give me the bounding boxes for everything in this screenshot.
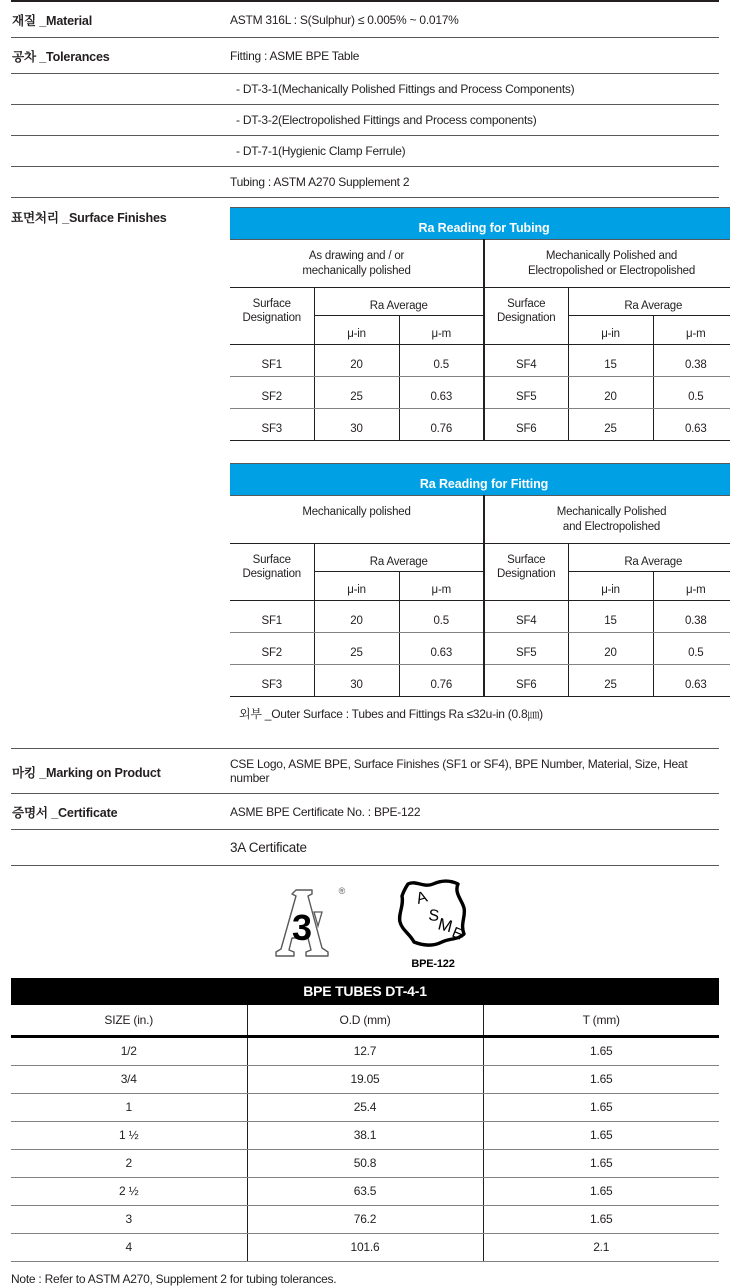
ra-fitting-group-left xyxy=(230,496,484,544)
table-row xyxy=(230,601,730,633)
table-row xyxy=(11,978,719,1005)
cell-uin: 30 xyxy=(314,409,399,441)
group-left-line1: Mechanically polished xyxy=(302,506,411,518)
cell-uin: 25 xyxy=(314,633,399,665)
cell-size: 1 ½ xyxy=(11,1122,247,1150)
spec-label: 공차 _Tolerances xyxy=(11,38,221,74)
column-header-od: O.D (mm) xyxy=(247,1005,483,1037)
spec-label: 재질 _Material xyxy=(11,1,221,38)
cell-sf: SF4 xyxy=(484,345,568,377)
table-row xyxy=(11,1234,719,1262)
cell-uin: 20 xyxy=(568,377,653,409)
ra-tubing-unit-uin-left: μ-in xyxy=(314,316,399,345)
cell-od: 50.8 xyxy=(247,1150,483,1178)
ra-fitting-unit-um-left: μ-m xyxy=(399,572,484,601)
ra-fitting-sd-right xyxy=(484,544,568,601)
spec-label-empty xyxy=(11,167,221,198)
cell-uin: 20 xyxy=(568,633,653,665)
table-row xyxy=(230,665,730,697)
spec-value: - DT-3-1(Mechanically Polished Fittings and Process Components) xyxy=(221,74,719,105)
table-row xyxy=(11,1,719,38)
ra-tubing-unit-um-right: μ-m xyxy=(653,316,730,345)
asme-logo xyxy=(390,878,476,974)
marking-value: CSE Logo, ASME BPE, Surface Finishes (SF1 or SF4), BPE Number, Material, Size, Heat number xyxy=(221,749,719,794)
cell-sf: SF5 xyxy=(484,633,568,665)
cell-sf: SF3 xyxy=(230,409,314,441)
group-right-line2: Electropolished or Electropolished xyxy=(527,265,696,277)
cell-um: 0.38 xyxy=(653,601,730,633)
cell-uin: 15 xyxy=(568,345,653,377)
table-row xyxy=(230,496,730,544)
surface-finishes-content-cell xyxy=(221,198,719,749)
cell-size: 2 ½ xyxy=(11,1178,247,1206)
surface-finishes-row xyxy=(11,198,719,749)
cell-sf: SF4 xyxy=(484,601,568,633)
ra-fitting-unit-um-right: μ-m xyxy=(653,572,730,601)
table-row xyxy=(11,74,719,105)
cell-t: 1.65 xyxy=(483,1094,719,1122)
three-a-logo-svg xyxy=(254,878,354,966)
cell-od: 25.4 xyxy=(247,1094,483,1122)
registered-mark-icon: ® xyxy=(338,886,346,896)
group-left-line2: mechanically polished xyxy=(302,265,411,277)
ra-tubing-sd-left xyxy=(230,288,314,345)
cell-t: 1.65 xyxy=(483,1206,719,1234)
ra-tubing-sd-right xyxy=(484,288,568,345)
table-row xyxy=(11,136,719,167)
ra-fitting-avg-left: Ra Average xyxy=(314,544,484,572)
sd-line2: Designation xyxy=(496,312,556,324)
certificate-value: ASME BPE Certificate No. : BPE-122 xyxy=(221,794,719,830)
table-row xyxy=(230,544,730,572)
bpe-tubes-section xyxy=(0,978,730,1262)
table-row xyxy=(11,830,719,866)
cell-od: 38.1 xyxy=(247,1122,483,1150)
ra-fitting-unit-uin-left: μ-in xyxy=(314,572,399,601)
table-row xyxy=(11,1150,719,1178)
three-a-number: 3 xyxy=(291,907,313,948)
cell-uin: 25 xyxy=(568,665,653,697)
sd-line2: Designation xyxy=(496,568,556,580)
three-a-logo xyxy=(254,878,354,966)
table-row xyxy=(230,633,730,665)
asme-logo-svg xyxy=(396,878,470,952)
spacer xyxy=(230,441,719,463)
table-row xyxy=(230,208,730,240)
asme-letter-m: M xyxy=(436,914,455,937)
table-row xyxy=(11,1206,719,1234)
spec-value: Tubing : ASTM A270 Supplement 2 xyxy=(221,167,719,198)
cell-um: 0.63 xyxy=(399,377,484,409)
cell-uin: 15 xyxy=(568,601,653,633)
spec-label-empty xyxy=(11,105,221,136)
spec-label-empty xyxy=(11,74,221,105)
table-row xyxy=(11,38,719,74)
cell-sf: SF1 xyxy=(230,345,314,377)
table-row xyxy=(230,288,730,316)
sd-line2: Designation xyxy=(242,312,302,324)
cell-uin: 25 xyxy=(568,409,653,441)
ra-tubing-unit-um-left: μ-m xyxy=(399,316,484,345)
cell-t: 1.65 xyxy=(483,1037,719,1066)
sd-line1: Surface xyxy=(507,298,546,310)
cell-sf: SF5 xyxy=(484,377,568,409)
cell-od: 76.2 xyxy=(247,1206,483,1234)
logos-row xyxy=(11,866,719,975)
asme-letter-e: E xyxy=(449,923,466,944)
ra-tubing-banner: Ra Reading for Tubing xyxy=(230,208,730,240)
ra-tubing-unit-uin-right: μ-in xyxy=(568,316,653,345)
logos-cell xyxy=(11,866,719,975)
ra-fitting-avg-right: Ra Average xyxy=(568,544,730,572)
cell-um: 0.63 xyxy=(399,633,484,665)
certificate-label-empty xyxy=(11,830,221,866)
cell-uin: 25 xyxy=(314,377,399,409)
outer-surface-note: 외부 _Outer Surface : Tubes and Fittings Ra ≤32u-in (0.8㎛) xyxy=(239,707,543,721)
spec-value: Fitting : ASME BPE Table xyxy=(221,38,719,74)
ra-reading-fitting-table xyxy=(230,463,730,697)
spacer xyxy=(230,722,719,748)
cell-od: 101.6 xyxy=(247,1234,483,1262)
table-row xyxy=(11,749,719,794)
cell-um: 0.63 xyxy=(653,409,730,441)
cell-t: 2.1 xyxy=(483,1234,719,1262)
group-left-line1: As drawing and / or xyxy=(308,250,405,262)
ra-tubing-group-right xyxy=(484,240,730,288)
cell-um: 0.5 xyxy=(399,601,484,633)
table-row xyxy=(11,167,719,198)
spec-value: - DT-3-2(Electropolished Fittings and Process components) xyxy=(221,105,719,136)
sd-line2: Designation xyxy=(242,568,302,580)
column-header-size: SIZE (in.) xyxy=(11,1005,247,1037)
sd-line1: Surface xyxy=(252,298,291,310)
ra-fitting-unit-uin-right: μ-in xyxy=(568,572,653,601)
table-row xyxy=(230,464,730,496)
table-row xyxy=(230,409,730,441)
group-right-line1: Mechanically Polished and xyxy=(545,250,678,262)
bpe-tubes-table xyxy=(11,978,719,1262)
cell-t: 1.65 xyxy=(483,1066,719,1094)
spec-label-empty xyxy=(11,136,221,167)
cell-um: 0.5 xyxy=(653,633,730,665)
cell-size: 2 xyxy=(11,1150,247,1178)
table-header-row xyxy=(11,1005,719,1037)
ra-fitting-sd-left xyxy=(230,544,314,601)
cell-od: 63.5 xyxy=(247,1178,483,1206)
surface-finishes-label-cell xyxy=(11,198,221,749)
cell-size: 3 xyxy=(11,1206,247,1234)
logo-row xyxy=(11,866,719,974)
surface-finishes-label: 표면처리 _Surface Finishes xyxy=(11,211,167,225)
ra-fitting-group-right xyxy=(484,496,730,544)
spec-value: ASTM 316L : S(Sulphur) ≤ 0.005% ~ 0.017% xyxy=(221,1,719,38)
table-row xyxy=(11,1037,719,1066)
asme-caption: BPE-122 xyxy=(411,958,455,970)
cell-size: 1 xyxy=(11,1094,247,1122)
table-row xyxy=(230,345,730,377)
table-row xyxy=(230,377,730,409)
column-header-t: T (mm) xyxy=(483,1005,719,1037)
sd-line1: Surface xyxy=(507,554,546,566)
asme-letter-s: S xyxy=(427,907,440,926)
cell-um: 0.63 xyxy=(653,665,730,697)
spec-value: - DT-7-1(Hygienic Clamp Ferrule) xyxy=(221,136,719,167)
table-row xyxy=(11,1178,719,1206)
table-row xyxy=(11,1066,719,1094)
specifications-table xyxy=(11,0,719,974)
asme-letter-a: A xyxy=(414,888,430,908)
cell-size: 4 xyxy=(11,1234,247,1262)
cell-um: 0.5 xyxy=(653,377,730,409)
cell-size: 1/2 xyxy=(11,1037,247,1066)
cell-size: 3/4 xyxy=(11,1066,247,1094)
ra-reading-tubing-table xyxy=(230,207,730,441)
certificate-value-2: 3A Certificate xyxy=(221,830,719,866)
cell-od: 19.05 xyxy=(247,1066,483,1094)
cell-t: 1.65 xyxy=(483,1178,719,1206)
cell-uin: 20 xyxy=(314,601,399,633)
cell-uin: 30 xyxy=(314,665,399,697)
certification-logos xyxy=(11,866,719,974)
footer-note: Note : Refer to ASTM A270, Supplement 2 for tubing tolerances. xyxy=(11,1272,337,1286)
cell-sf: SF2 xyxy=(230,633,314,665)
cell-uin: 20 xyxy=(314,345,399,377)
marking-label: 마킹 _Marking on Product xyxy=(11,749,221,794)
cell-od: 12.7 xyxy=(247,1037,483,1066)
bpe-tubes-title: BPE TUBES DT-4-1 xyxy=(11,978,719,1005)
cell-um: 0.38 xyxy=(653,345,730,377)
table-row xyxy=(230,240,730,288)
ra-tubing-avg-right: Ra Average xyxy=(568,288,730,316)
cell-sf: SF1 xyxy=(230,601,314,633)
cell-sf: SF2 xyxy=(230,377,314,409)
table-row xyxy=(11,105,719,136)
cell-sf: SF6 xyxy=(484,665,568,697)
cell-sf: SF3 xyxy=(230,665,314,697)
ra-fitting-banner: Ra Reading for Fitting xyxy=(230,464,730,496)
cell-t: 1.65 xyxy=(483,1150,719,1178)
cell-um: 0.76 xyxy=(399,409,484,441)
sd-line1: Surface xyxy=(252,554,291,566)
table-row xyxy=(11,794,719,830)
cell-t: 1.65 xyxy=(483,1122,719,1150)
certificate-label: 증명서 _Certificate xyxy=(11,794,221,830)
cell-um: 0.76 xyxy=(399,665,484,697)
table-row xyxy=(11,1122,719,1150)
ra-tubing-group-left xyxy=(230,240,484,288)
group-right-line1: Mechanically Polished xyxy=(556,506,667,518)
cell-um: 0.5 xyxy=(399,345,484,377)
cell-sf: SF6 xyxy=(484,409,568,441)
table-row xyxy=(11,1094,719,1122)
group-right-line2: and Electropolished xyxy=(562,521,661,533)
ra-tubing-avg-left: Ra Average xyxy=(314,288,484,316)
ra-tables-wrapper xyxy=(221,207,719,748)
